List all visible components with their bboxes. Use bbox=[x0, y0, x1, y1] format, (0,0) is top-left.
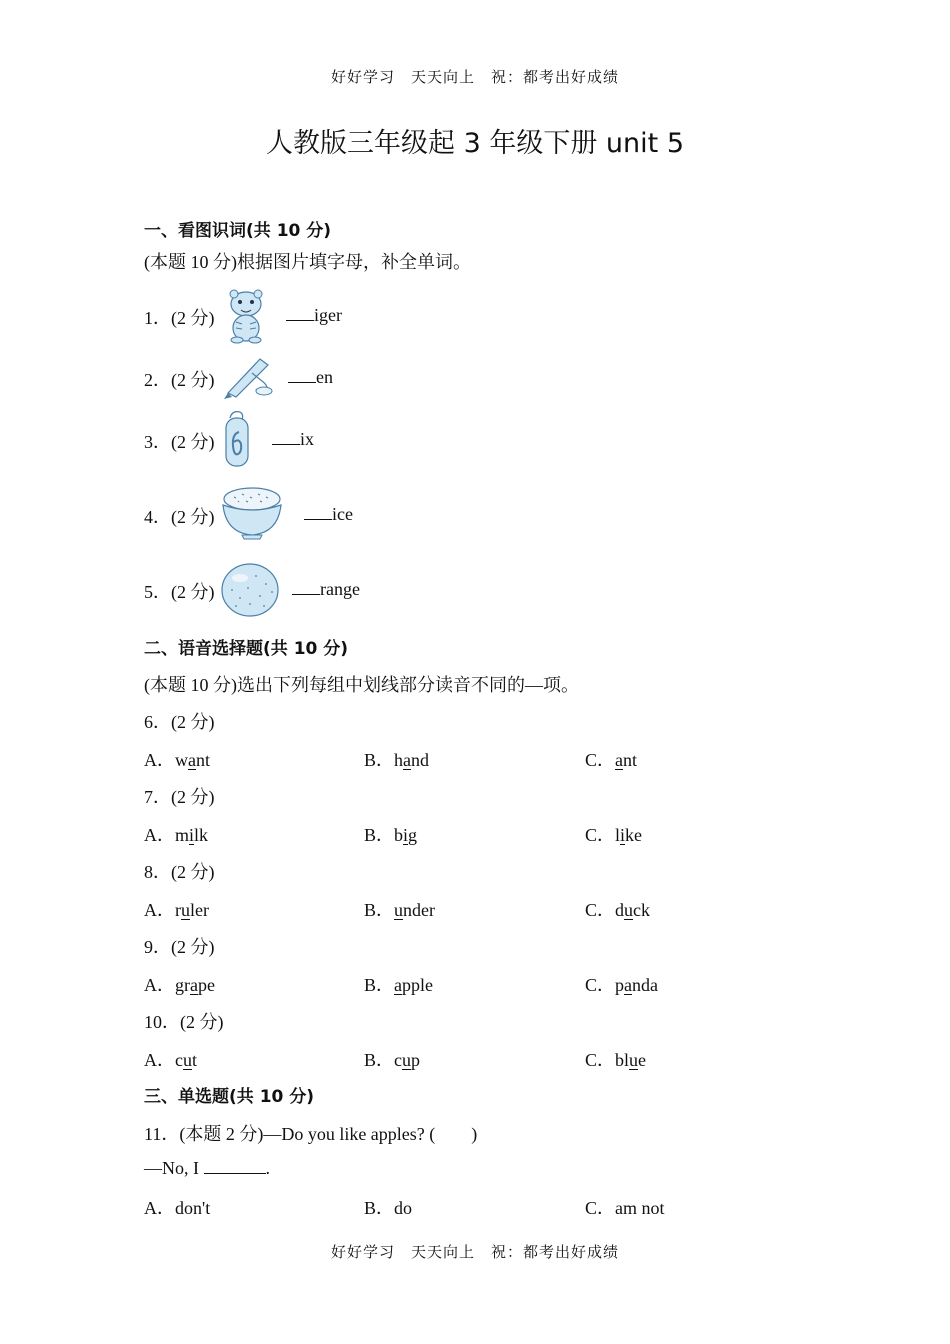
q10-number: 10．(2 分) bbox=[144, 1012, 224, 1032]
q7-option-b[interactable]: B．big bbox=[364, 825, 418, 845]
q1-word[interactable] bbox=[286, 304, 342, 326]
section3-heading: 三、单选题(共 10 分) bbox=[144, 1087, 315, 1107]
q11-option-c[interactable]: C．am not bbox=[585, 1198, 665, 1218]
page-footer: 好好学习 天天向上 祝：都考出好成绩 bbox=[330, 1243, 619, 1261]
q9-option-a[interactable]: A．grape bbox=[144, 975, 215, 995]
q5-number: 5．(2 分) bbox=[144, 582, 215, 602]
q11-option-b[interactable]: B．do bbox=[364, 1198, 413, 1218]
q11-stem: 11．(本题 2 分)—Do you like apples? ( ) bbox=[144, 1124, 478, 1144]
q8-option-a[interactable]: A．ruler bbox=[144, 900, 209, 920]
q3-number: 3．(2 分) bbox=[144, 432, 215, 452]
q8-option-c[interactable]: C．duck bbox=[585, 900, 651, 920]
section2-instruction: (本题 10 分)选出下列每组中划线部分读音不同的—项。 bbox=[144, 675, 579, 695]
q6-option-b[interactable]: B．hand bbox=[364, 750, 430, 770]
q6-option-c[interactable]: C．ant bbox=[585, 750, 638, 770]
page-title: 人教版三年级起 3 年级下册 unit 5 bbox=[266, 128, 684, 159]
answer-blank[interactable] bbox=[286, 304, 314, 321]
q6-number: 6．(2 分) bbox=[144, 712, 215, 732]
orange-picture-icon bbox=[220, 560, 280, 618]
q7-option-c[interactable]: C．like bbox=[585, 825, 643, 845]
q4-word-text: ice bbox=[332, 504, 353, 524]
q2-word-text: en bbox=[316, 367, 333, 387]
answer-blank[interactable] bbox=[204, 1157, 266, 1174]
q10-option-c[interactable]: C．blue bbox=[585, 1050, 647, 1070]
q7-option-a[interactable]: A．milk bbox=[144, 825, 209, 845]
q8-number: 8．(2 分) bbox=[144, 862, 215, 882]
q10-option-b[interactable]: B．cup bbox=[364, 1050, 421, 1070]
q2-number: 2．(2 分) bbox=[144, 370, 215, 390]
q5-word-text: range bbox=[320, 579, 360, 599]
answer-blank[interactable] bbox=[304, 503, 332, 520]
q1-word-text: iger bbox=[314, 305, 342, 325]
q5-word[interactable] bbox=[292, 578, 360, 600]
q11-option-a[interactable]: A．don't bbox=[144, 1198, 211, 1218]
answer-blank[interactable] bbox=[272, 428, 300, 445]
number-six-picture-icon bbox=[222, 408, 252, 468]
q8-option-b[interactable]: B．under bbox=[364, 900, 435, 920]
section2-heading: 二、语音选择题(共 10 分) bbox=[144, 639, 349, 659]
q3-word-text: ix bbox=[300, 429, 315, 449]
page-header: 好好学习 天天向上 祝：都考出好成绩 bbox=[330, 68, 619, 86]
q2-word[interactable] bbox=[288, 366, 333, 388]
pen-picture-icon bbox=[222, 353, 274, 399]
q4-word[interactable] bbox=[304, 503, 353, 525]
q4-number: 4．(2 分) bbox=[144, 507, 215, 527]
q1-number: 1．(2 分) bbox=[144, 308, 215, 328]
rice-bowl-picture-icon bbox=[220, 485, 284, 541]
q9-option-b[interactable]: B．apple bbox=[364, 975, 434, 995]
tiger-picture-icon bbox=[222, 288, 270, 344]
q7-number: 7．(2 分) bbox=[144, 787, 215, 807]
q11-reply: —No, I . bbox=[144, 1158, 270, 1178]
section1-instruction: (本题 10 分)根据图片填字母，补全单词。 bbox=[144, 252, 471, 272]
q9-number: 9．(2 分) bbox=[144, 937, 215, 957]
answer-blank[interactable] bbox=[292, 578, 320, 595]
q6-option-a[interactable]: A．want bbox=[144, 750, 211, 770]
q10-option-a[interactable]: A．cut bbox=[144, 1050, 198, 1070]
answer-blank[interactable] bbox=[288, 366, 316, 383]
section1-heading: 一、看图识词(共 10 分) bbox=[144, 221, 332, 241]
q3-word[interactable] bbox=[272, 428, 314, 450]
q9-option-c[interactable]: C．panda bbox=[585, 975, 659, 995]
